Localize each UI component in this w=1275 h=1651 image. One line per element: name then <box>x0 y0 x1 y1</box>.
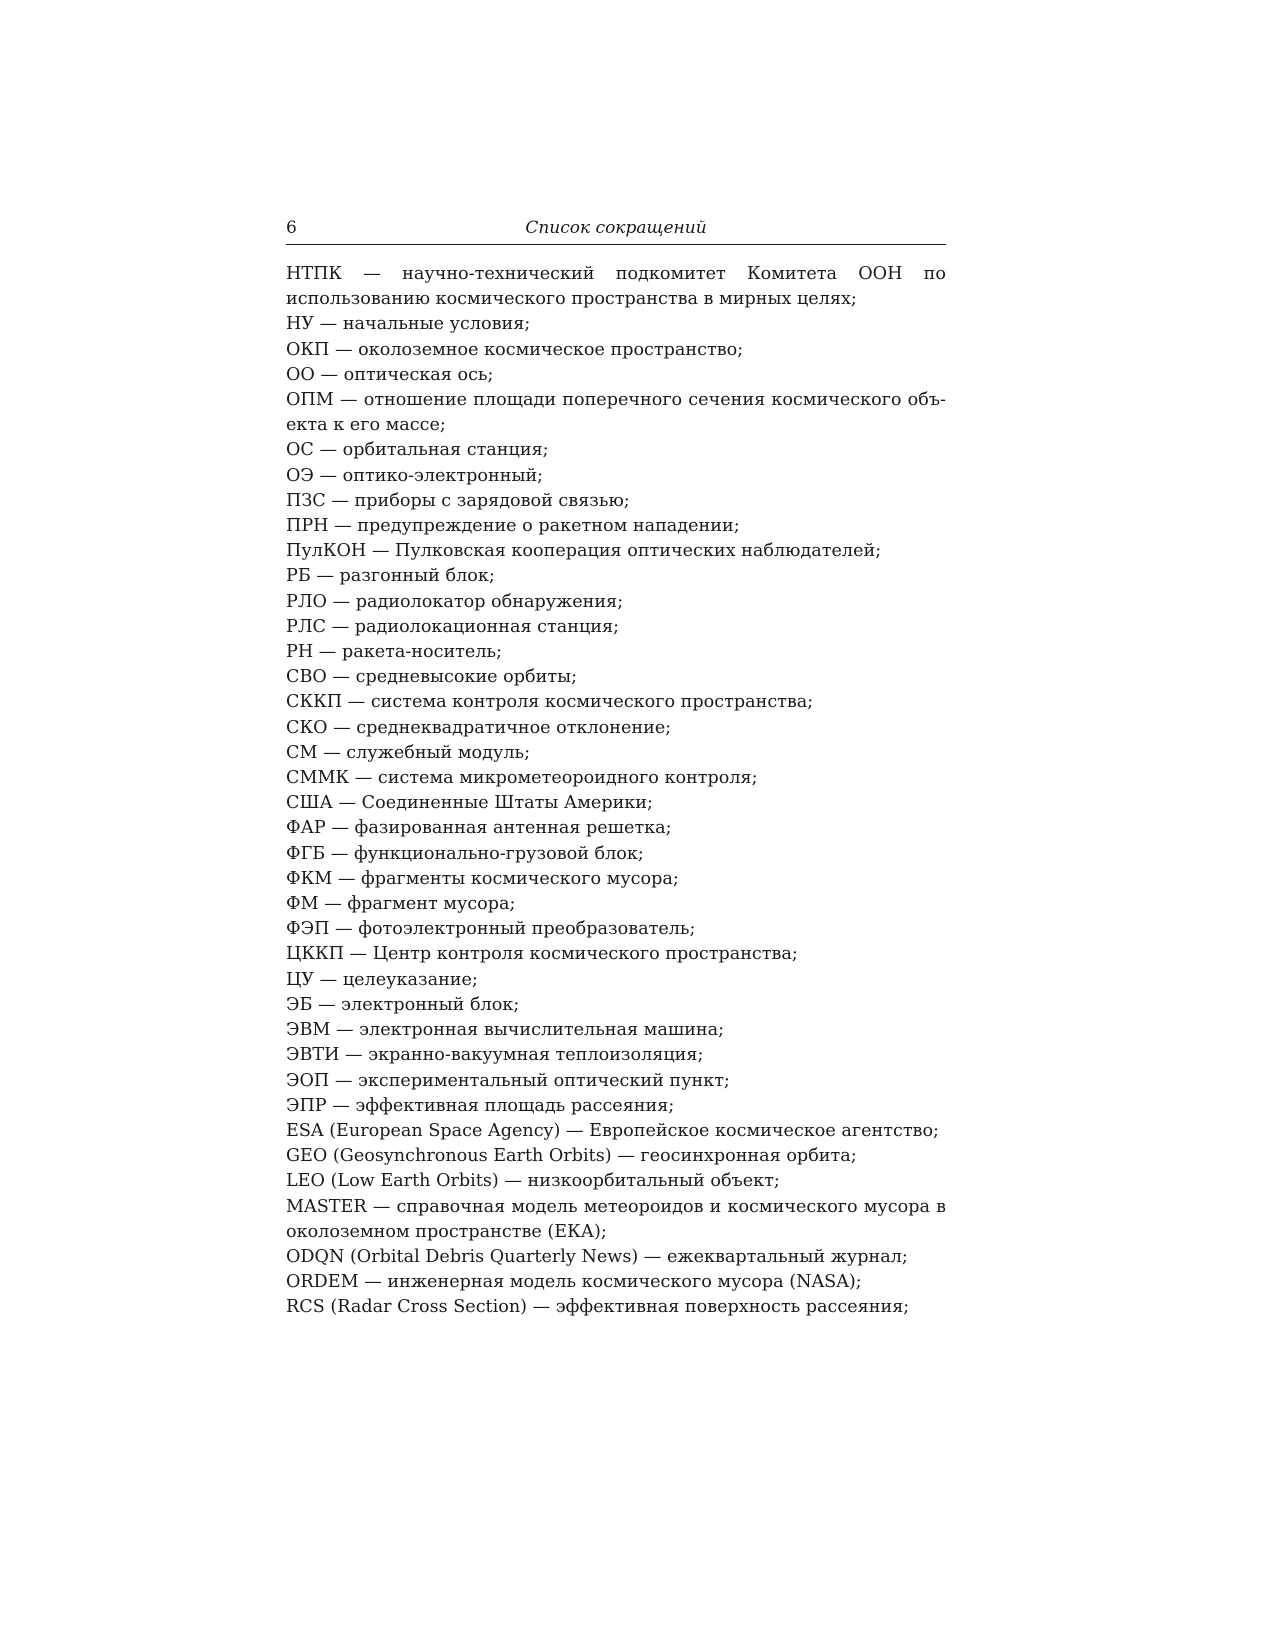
abbreviation-list <box>286 262 946 1321</box>
abbreviation-entry: СКО — среднеквадратичное отклонение; <box>286 717 672 738</box>
abbreviation-entry: MASTER — справочная модель метеороидов и космического мусора в околоземном пространстве (ЕКА); <box>286 1196 946 1242</box>
abbreviation-entry: СККП — система контроля космического пространства; <box>286 692 814 713</box>
page-number: 6 <box>286 218 297 238</box>
abbreviation-entry: ЭВМ — электронная вычислительная машина; <box>286 1020 725 1041</box>
abbreviation-entry: ЦККП — Центр контроля космического пространства; <box>286 944 798 965</box>
running-title: Список сокращений <box>525 218 707 238</box>
abbreviation-entry: ЭОП — экспериментальный оптический пункт; <box>286 1070 730 1091</box>
abbreviation-entry: ФАР — фазированная антенная решетка; <box>286 818 672 839</box>
abbreviation-entry: ЭБ — электронный блок; <box>286 994 520 1015</box>
abbreviation-entry: ФГБ — функционально-грузовой блок; <box>286 843 644 864</box>
abbreviation-entry: ORDEM — инженерная модель космического мусора (NASA); <box>286 1272 862 1293</box>
abbreviation-entry: ПЗС — приборы с зарядовой связью; <box>286 490 630 511</box>
abbreviation-entry: ОПМ — отношение площади поперечного сечения космического объекта к его массе; <box>286 390 946 436</box>
abbreviation-entry: РЛО — радиолокатор обнаружения; <box>286 591 624 612</box>
abbreviation-entry: РЛС — радиолокационная станция; <box>286 616 620 637</box>
abbreviation-entry: СВО — средневысокие орбиты; <box>286 667 578 688</box>
abbreviation-entry: ПРН — предупреждение о ракетном нападении; <box>286 516 740 537</box>
abbreviation-entry: СММК — система микрометеороидного контроля; <box>286 768 758 789</box>
abbreviation-entry: ОЭ — оптико-электронный; <box>286 465 544 486</box>
abbreviation-entry: США — Соединенные Штаты Америки; <box>286 793 653 814</box>
abbreviation-entry: ODQN (Orbital Debris Quarterly News) — ежеквартальный журнал; <box>286 1246 908 1267</box>
abbreviation-entry: GEO (Geosynchronous Earth Orbits) — геосинхронная орбита; <box>286 1146 857 1167</box>
abbreviation-entry: ЦУ — целеуказание; <box>286 969 478 990</box>
abbreviation-entry: ПулКОН — Пулковская кооперация оптических наблюдателей; <box>286 541 882 562</box>
abbreviation-entry: СМ — служебный модуль; <box>286 742 531 763</box>
abbreviation-entry: ОКП — околоземное космическое пространство; <box>286 339 744 360</box>
abbreviation-entry: НУ — начальные условия; <box>286 314 531 335</box>
abbreviation-entry: LEO (Low Earth Orbits) — низкоорбитальный объект; <box>286 1171 780 1192</box>
abbreviation-entry: ФКМ — фрагменты космического мусора; <box>286 868 679 889</box>
abbreviation-entry: ФМ — фрагмент мусора; <box>286 894 516 915</box>
abbreviation-entry: RCS (Radar Cross Section) — эффективная поверхность рассеяния; <box>286 1297 910 1318</box>
abbreviation-entry: РН — ракета-носитель; <box>286 642 503 663</box>
abbreviation-entry: РБ — разгонный блок; <box>286 566 495 587</box>
abbreviation-entry: ФЭП — фотоэлектронный преобразователь; <box>286 919 696 940</box>
abbreviation-entry: ЭВТИ — экранно-вакуумная теплоизоляция; <box>286 1045 704 1066</box>
abbreviation-entry: ЭПР — эффективная площадь рассеяния; <box>286 1095 675 1116</box>
page-header <box>286 216 946 245</box>
abbreviation-entry: ОС — орбитальная станция; <box>286 440 549 461</box>
abbreviation-entry: ОО — оптическая ось; <box>286 364 494 385</box>
abbreviation-entry: НТПК — научно-технический подкомитет Комитета ООН по использованию космического пространства в мирных целях; <box>286 264 946 310</box>
abbreviation-entry: ESA (European Space Agency) — Европейское космическое агентство; <box>286 1120 939 1141</box>
